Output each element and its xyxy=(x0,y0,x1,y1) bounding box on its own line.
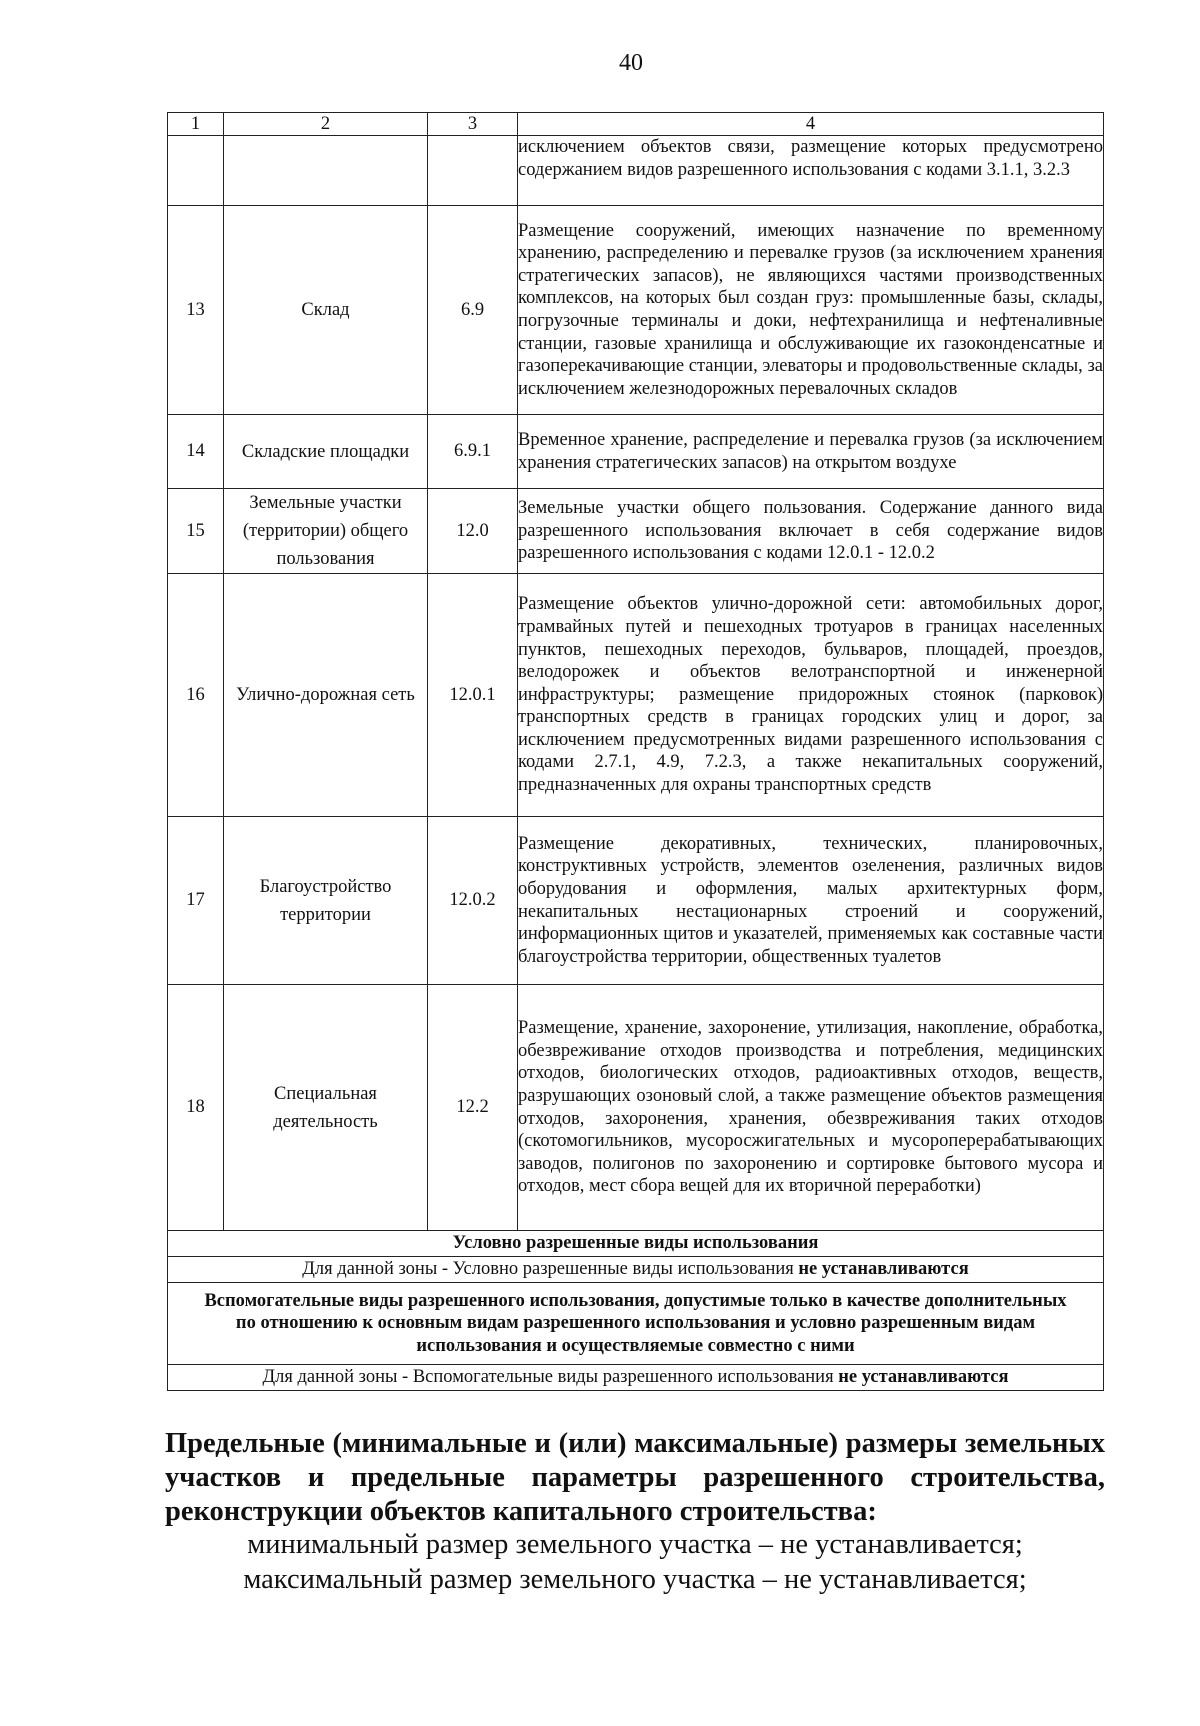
auxiliary-uses-title: Вспомогательные виды разрешенного использования, допустимые только в качестве дополнительных по отношению к основным видам разрешенного использования и условно разрешенным видам использования и осуществляемые совместно с ними xyxy=(168,1283,1104,1365)
row-code: 6.9 xyxy=(428,206,518,415)
column-header-code: 3 xyxy=(428,113,518,136)
conditional-uses-note xyxy=(168,1257,1104,1283)
page-number: 40 xyxy=(619,50,643,76)
column-header-description: 4 xyxy=(518,113,1104,136)
row-code: 12.2 xyxy=(428,985,518,1231)
continuation-description: исключением объектов связи, размещение которых предусмотрено содержанием видов разрешенного использования с кодами 3.1.1, 3.2.3 xyxy=(518,136,1104,206)
row-description: Размещение объектов улично-дорожной сети: автомобильных дорог, трамвайных путей и пешеходных тротуаров в границах населенных пунктов, пешеходных переходов, бульваров, площадей, проездов, велодорожек и объектов велотранспортной и инженерной инфраструктуры; размещение придорожных стоянок (парковок) транспортных средств в границах городских улиц и дорог, за исключением предусмотренных видами разрешенного использования с кодами 2.7.1, 4.9, 7.2.3, а также некапитальных сооружений, предназначенных для охраны транспортных средств xyxy=(518,574,1104,817)
table-row xyxy=(168,489,1104,574)
conditional-uses-title-row xyxy=(168,1231,1104,1257)
conditional-uses-note-row xyxy=(168,1257,1104,1283)
min-plot-size: минимальный размер земельного участка – не устанавливается; xyxy=(247,1529,1023,1560)
row-number: 15 xyxy=(168,489,224,574)
auxiliary-note-status: не устанавливаются xyxy=(838,1367,1009,1388)
table-row xyxy=(168,415,1104,489)
limits-heading: Предельные (минимальные и (или) максимальные) размеры земельных участков и предельные параметры разрешенного строительства, реконструкции объектов капитального строительства: xyxy=(165,1428,1105,1527)
row-number: 17 xyxy=(168,817,224,985)
row-description: Размещение сооружений, имеющих назначение по временному хранению, распределению и перевалке грузов (за исключением хранения стратегических запасов), не являющихся частями производственных комплексов, на которых был создан груз: промышленные базы, склады, погрузочные терминалы и доки, нефтехранилища и нефтеналивные станции, газовые хранилища и обслуживающие их газоконденсатные и газоперекачивающие станции, элеваторы и продовольственные склады, за исключением железнодорожных перевалочных складов xyxy=(518,206,1104,415)
table-row xyxy=(168,574,1104,817)
row-description: Размещение декоративных, технических, планировочных, конструктивных устройств, элементов озеленения, различных видов оборудования и оформления, малых архитектурных форм, некапитальных нестационарных строений и сооружений, информационных щитов и указателей, применяемых как составные части благоустройства территории, общественных туалетов xyxy=(518,817,1104,985)
row-number: 14 xyxy=(168,415,224,489)
continuation-code-cell xyxy=(428,136,518,206)
column-header-name: 2 xyxy=(224,113,428,136)
continuation-number-cell xyxy=(168,136,224,206)
continuation-name-cell xyxy=(224,136,428,206)
row-name: Благоустройство территории xyxy=(224,817,428,985)
conditional-uses-title: Условно разрешенные виды использования xyxy=(168,1231,1104,1257)
auxiliary-note-text: Для данной зоны - Вспомогательные виды разрешенного использования xyxy=(262,1367,834,1388)
row-name: Улично-дорожная сеть xyxy=(224,574,428,817)
table-row xyxy=(168,206,1104,415)
row-name: Земельные участки (территории) общего пользования xyxy=(224,489,428,574)
table-row-continuation xyxy=(168,136,1104,206)
row-name: Специальная деятельность xyxy=(224,985,428,1231)
row-number: 13 xyxy=(168,206,224,415)
table-header-row xyxy=(168,113,1104,136)
auxiliary-uses-note xyxy=(168,1365,1104,1391)
row-description: Размещение, хранение, захоронение, утилизация, накопление, обработка, обезвреживание отходов производства и потребления, медицинских отходов, биологических отходов, радиоактивных отходов, веществ, разрушающих озоновый слой, а также размещение объектов размещения отходов, захоронения, хранения, обезвреживания таких отходов (скотомогильников, мусоросжигательных и мусороперерабатывающих заводов, полигонов по захоронению и сортировке бытового мусора и отходов, мест сбора вещей для их вторичной переработки) xyxy=(518,985,1104,1231)
row-description: Земельные участки общего пользования. Содержание данного вида разрешенного использования включает в себя содержание видов разрешенного использования с кодами 12.0.1 - 12.0.2 xyxy=(518,489,1104,574)
row-name: Складские площадки xyxy=(224,415,428,489)
row-code: 12.0.1 xyxy=(428,574,518,817)
row-code: 12.0 xyxy=(428,489,518,574)
column-header-number: 1 xyxy=(168,113,224,136)
row-name: Склад xyxy=(224,206,428,415)
row-code: 12.0.2 xyxy=(428,817,518,985)
conditional-note-status: не устанавливаются xyxy=(798,1259,969,1280)
conditional-note-text: Для данной зоны - Условно разрешенные виды использования xyxy=(302,1259,794,1280)
auxiliary-uses-title-row xyxy=(168,1283,1104,1365)
land-use-table xyxy=(167,112,1104,1391)
row-description: Временное хранение, распределение и перевалка грузов (за исключением хранения стратегических запасов) на открытом воздухе xyxy=(518,415,1104,489)
table-row xyxy=(168,985,1104,1231)
row-number: 18 xyxy=(168,985,224,1231)
auxiliary-uses-note-row xyxy=(168,1365,1104,1391)
row-code: 6.9.1 xyxy=(428,415,518,489)
max-plot-size: максимальный размер земельного участка – не устанавливается; xyxy=(243,1564,1027,1595)
row-number: 16 xyxy=(168,574,224,817)
table-row xyxy=(168,817,1104,985)
